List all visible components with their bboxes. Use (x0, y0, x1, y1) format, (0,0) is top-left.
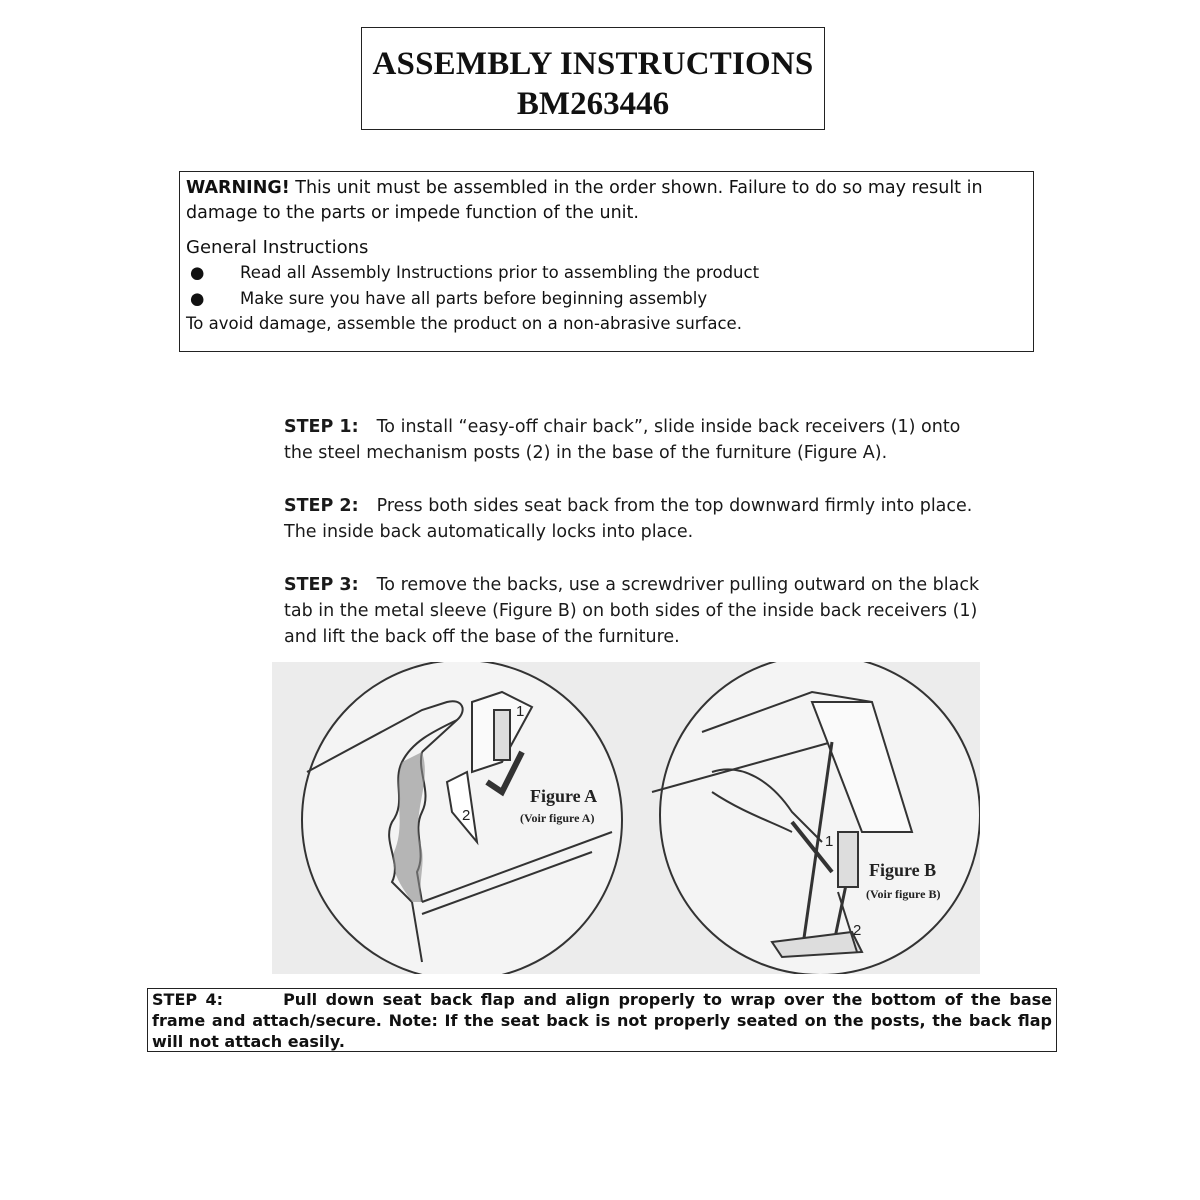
step-2 (284, 493, 984, 545)
figure-b-title: Figure B (869, 860, 937, 880)
surface-note: To avoid damage, assemble the product on a non-abrasive surface. (186, 314, 742, 333)
step-text: Pull down seat back flap and align properly to wrap over the bottom of the base frame and attach/secure. Note: If the seat back is not properly seated on the posts, the back flap will not attach easily. (152, 990, 1052, 1051)
step-label: STEP 1: (284, 417, 359, 437)
list-item-text: Make sure you have all parts before beginning assembly (240, 289, 708, 308)
step-text: To remove the backs, use a screwdriver pulling outward on the black tab in the metal sleeve (Figure B) on both sides of the inside back receivers (1) and lift the back off the base of the furniture. (284, 575, 980, 647)
step-1 (284, 414, 984, 466)
list-item (186, 260, 1027, 286)
instruction-list (186, 260, 1027, 312)
figure-b-subtitle: (Voir figure B) (866, 887, 941, 901)
step-3 (284, 572, 984, 650)
general-instructions-heading: General Instructions (186, 237, 369, 258)
figure-a-callout-2: 2 (462, 807, 471, 824)
bullet-icon: ● (190, 263, 205, 282)
figure-b-drawing (652, 662, 980, 974)
warning-label: WARNING! (186, 178, 290, 198)
step-label: STEP 2: (284, 496, 359, 516)
figure-a-callout-1: 1 (516, 703, 525, 720)
list-item (186, 286, 1027, 312)
step-text: To install “easy-off chair back”, slide inside back receivers (1) onto the steel mechanism posts (2) in the base of the furniture (Figure A). (284, 417, 961, 463)
document-title: ASSEMBLY INSTRUCTIONS (372, 46, 814, 82)
model-number: BM263446 (516, 86, 670, 122)
list-item-text: Read all Assembly Instructions prior to assembling the product (240, 263, 760, 282)
step-label: STEP 4: (152, 990, 224, 1009)
step-4-box (147, 988, 1057, 1052)
steps-section (284, 414, 984, 677)
step-label: STEP 3: (284, 575, 359, 595)
title-box (361, 27, 825, 130)
figures-illustration (272, 662, 980, 974)
warning-paragraph (186, 176, 1027, 226)
figure-a-subtitle: (Voir figure A) (520, 811, 595, 825)
warning-box (179, 171, 1034, 352)
figure-a-title: Figure A (530, 786, 598, 806)
figure-b-callout-2: 2 (853, 922, 862, 939)
warning-text: This unit must be assembled in the order shown. Failure to do so may result in damage to the parts or impede function of the unit. (186, 178, 983, 223)
figure-b-callout-1: 1 (825, 833, 834, 850)
bullet-icon: ● (190, 289, 205, 308)
step-text: Press both sides seat back from the top downward firmly into place. The inside back automatically locks into place. (284, 496, 973, 542)
figures-svg (272, 662, 980, 974)
